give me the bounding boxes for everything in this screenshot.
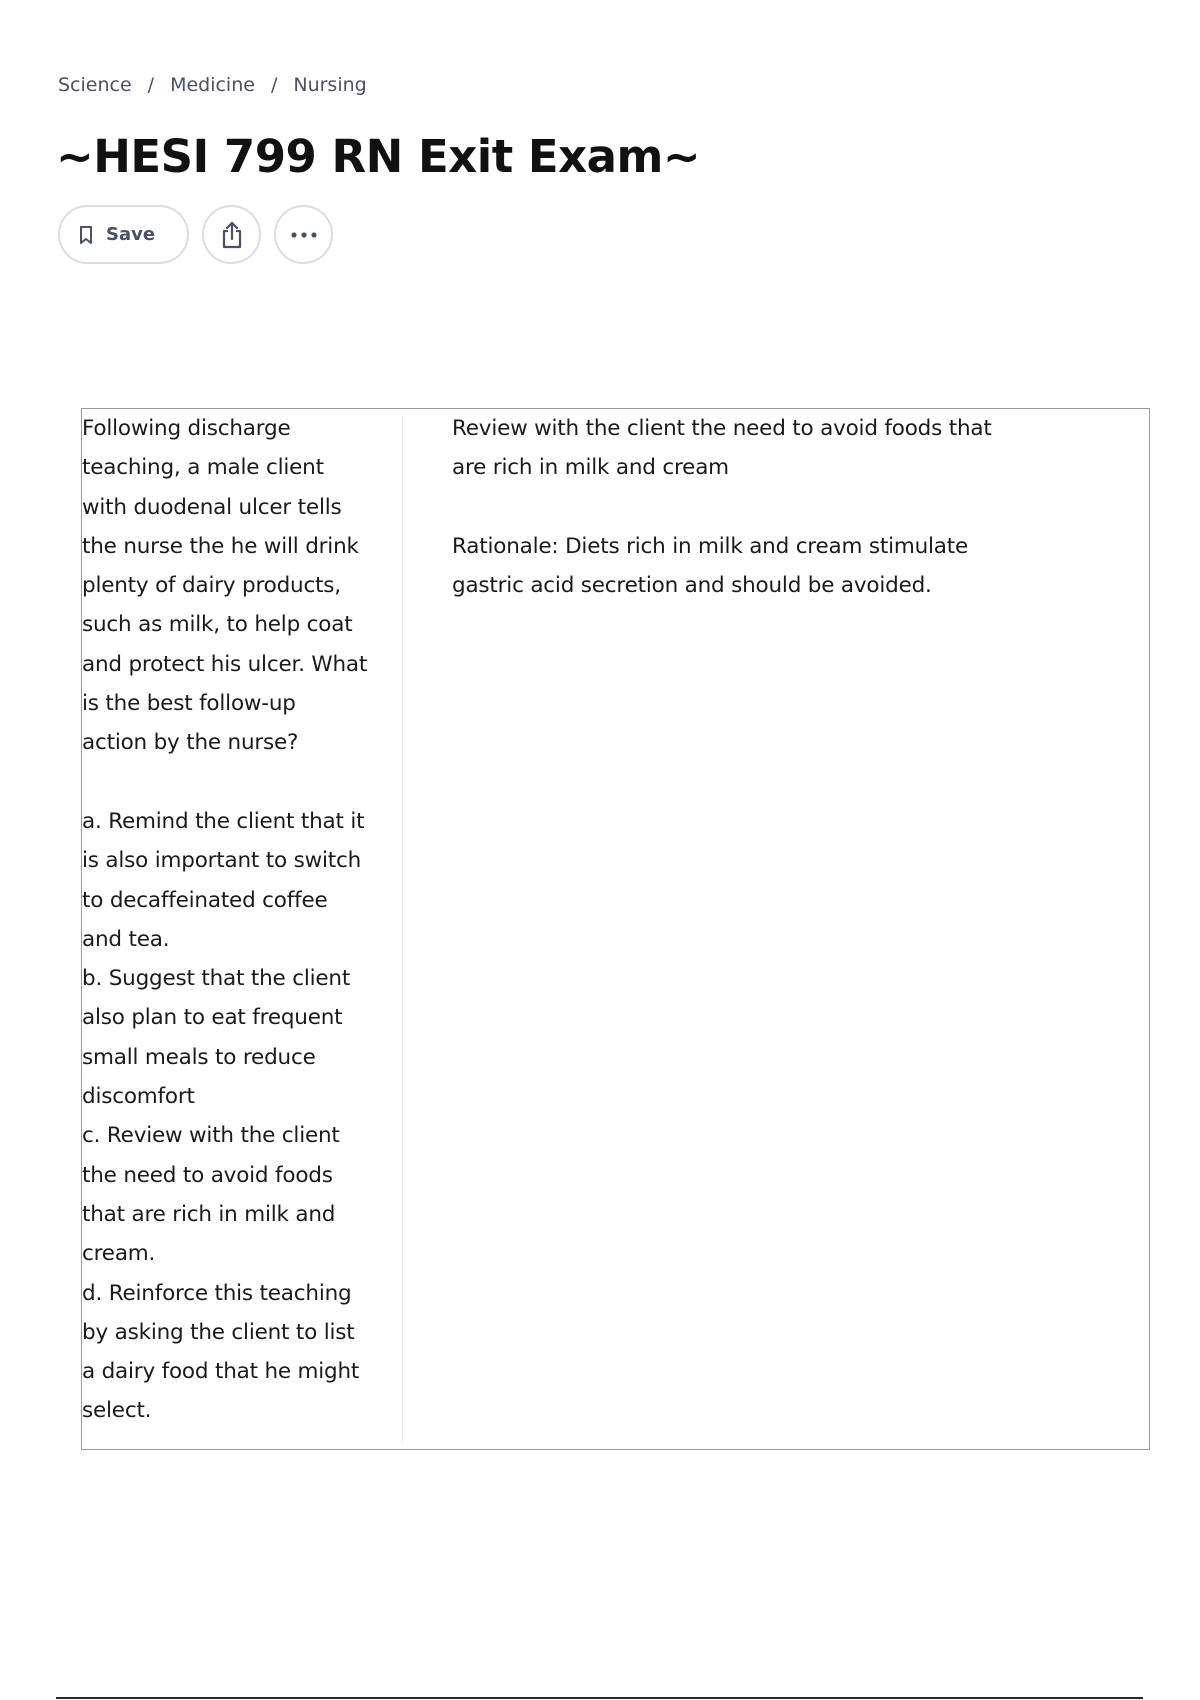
answer-line: are rich in milk and cream <box>452 455 729 481</box>
page-divider <box>56 1697 1143 1699</box>
option-c-line: that are rich in milk and <box>82 1201 336 1227</box>
option-b-line: b. Suggest that the client <box>82 966 351 992</box>
save-button[interactable] <box>58 205 189 264</box>
question-line: with duodenal ulcer tells <box>82 494 342 520</box>
option-d-line: select. <box>82 1398 152 1424</box>
option-b-line: discomfort <box>82 1084 195 1110</box>
answer-cell <box>452 409 1052 605</box>
flashcard-table <box>81 408 1150 1450</box>
rationale-line: gastric acid secretion and should be avoided. <box>452 573 932 599</box>
blank-line <box>452 488 1052 527</box>
question-line: such as milk, to help coat <box>82 612 353 638</box>
breadcrumb-item-science[interactable]: Science <box>58 74 132 96</box>
bookmark-icon <box>78 225 94 245</box>
option-d-line: d. Reinforce this teaching <box>82 1280 352 1306</box>
breadcrumb <box>58 74 367 96</box>
question-line: the nurse the he will drink <box>82 533 359 559</box>
more-icon <box>290 231 318 239</box>
option-b-line: small meals to reduce <box>82 1044 316 1070</box>
option-c-line: cream. <box>82 1241 156 1267</box>
breadcrumb-item-medicine[interactable]: Medicine <box>170 74 255 96</box>
option-a-line: a. Remind the client that it <box>82 808 365 834</box>
option-c-line: the need to avoid foods <box>82 1162 333 1188</box>
question-cell <box>82 409 394 1431</box>
question-line: action by the nurse? <box>82 730 299 756</box>
option-d-line: a dairy food that he might <box>82 1359 360 1385</box>
page-title: ~HESI 799 RN Exit Exam~ <box>56 130 701 183</box>
answer-line: Review with the client the need to avoid foods that <box>452 416 992 441</box>
question-line: teaching, a male client <box>82 455 324 481</box>
column-divider <box>402 415 403 1443</box>
rationale-line: Rationale: Diets rich in milk and cream stimulate <box>452 533 969 559</box>
action-bar <box>58 205 333 264</box>
option-a-line: to decaffeinated coffee <box>82 887 328 913</box>
blank-line <box>82 763 394 802</box>
option-a-line: is also important to switch <box>82 848 362 874</box>
option-c-line: c. Review with the client <box>82 1123 340 1149</box>
breadcrumb-separator: / <box>270 74 278 96</box>
question-line: Following discharge <box>82 416 291 441</box>
question-line: is the best follow-up <box>82 691 296 717</box>
share-button[interactable] <box>202 205 261 264</box>
option-d-line: by asking the client to list <box>82 1319 355 1345</box>
option-b-line: also plan to eat frequent <box>82 1005 343 1031</box>
breadcrumb-separator: / <box>147 74 155 96</box>
question-line: and protect his ulcer. What <box>82 651 368 677</box>
question-line: plenty of dairy products, <box>82 573 341 599</box>
save-button-label: Save <box>106 224 156 245</box>
breadcrumb-item-nursing[interactable]: Nursing <box>293 74 367 96</box>
option-a-line: and tea. <box>82 926 170 952</box>
share-icon <box>219 220 245 250</box>
more-options-button[interactable] <box>274 205 333 264</box>
